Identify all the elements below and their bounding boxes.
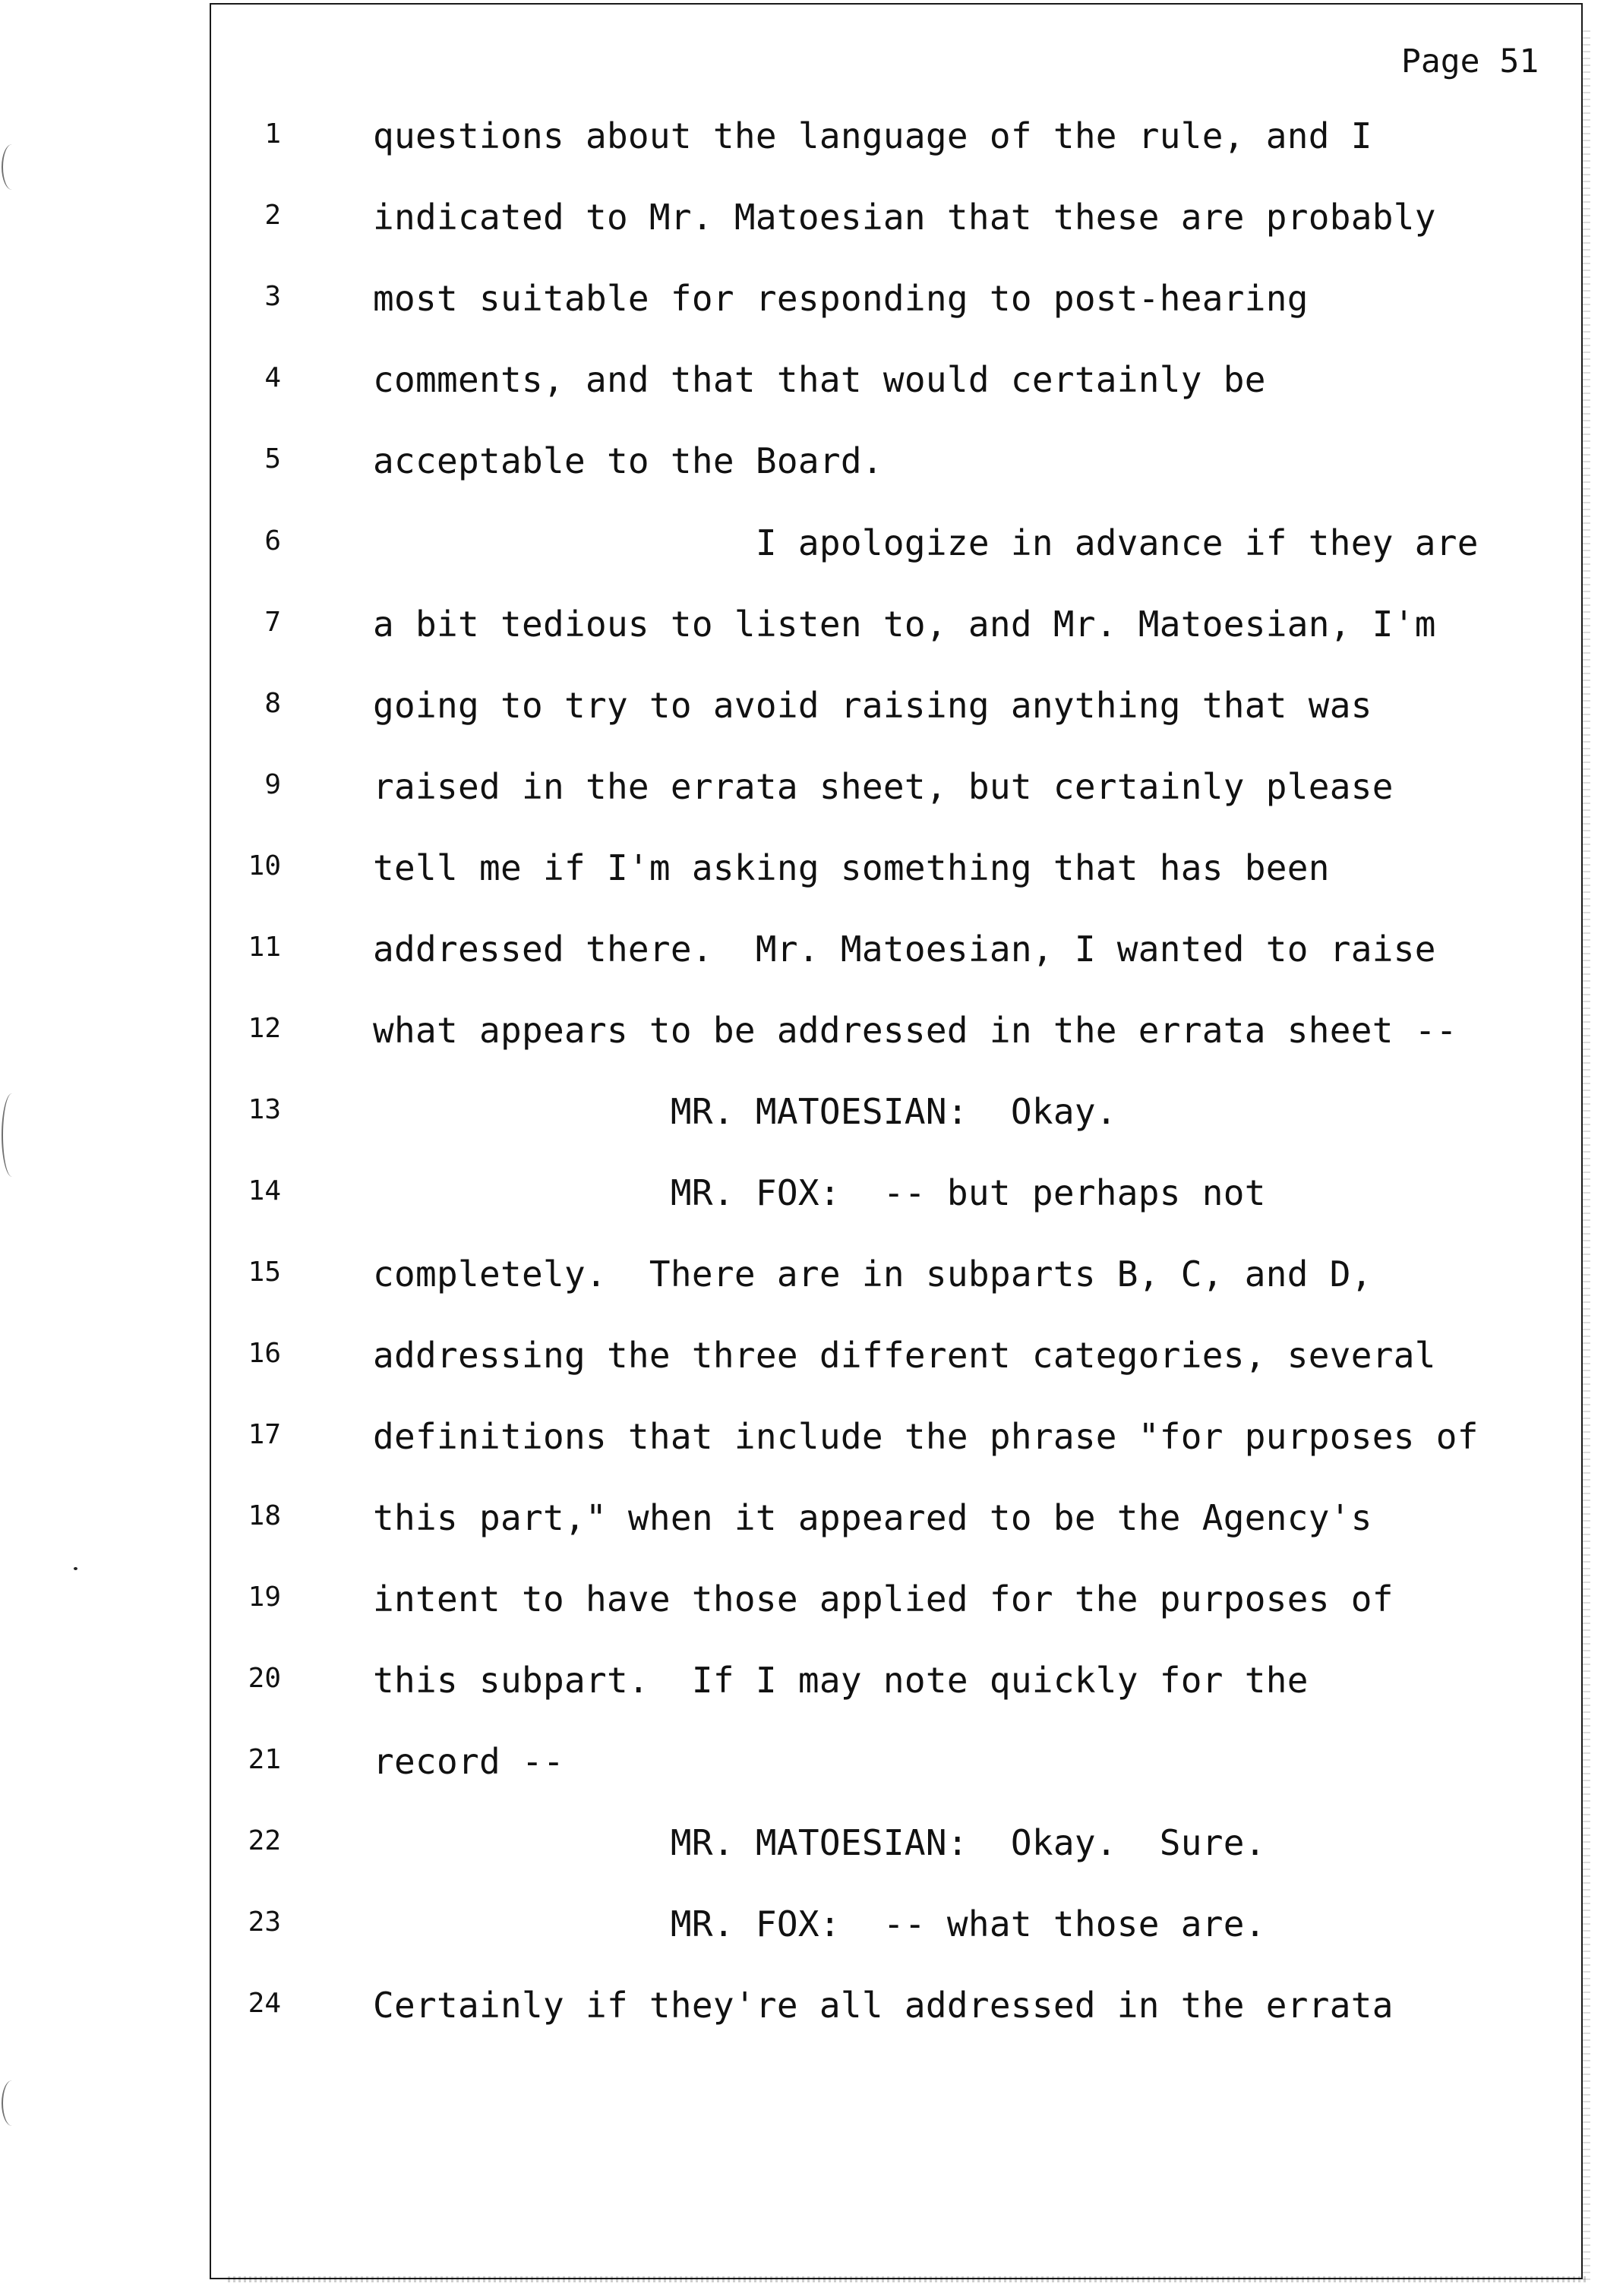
binder-hole-mark [2,1093,23,1177]
line-number: 7 [264,607,281,638]
line-number: 9 [264,769,281,800]
line-number: 14 [248,1175,281,1206]
line-number: 3 [264,281,281,312]
line-number: 24 [248,1988,281,2019]
transcript-line: most suitable for responding to post-hearing [373,278,1309,319]
line-number: 10 [248,850,281,882]
transcript-line: MR. FOX: -- but perhaps not [373,1172,1266,1213]
line-number: 5 [264,443,281,475]
binder-hole-mark [2,144,23,190]
line-number: 16 [248,1338,281,1369]
transcript-line: record -- [373,1741,564,1782]
line-number: 2 [264,200,281,231]
transcript-line: addressing the three different categories, several [373,1335,1436,1376]
scan-edge-bottom [228,2276,1587,2282]
line-number: 11 [248,932,281,963]
line-number: 18 [248,1500,281,1531]
line-number: 22 [248,1825,281,1856]
transcript-line: I apologize in advance if they are [373,522,1479,563]
line-number: 6 [264,525,281,557]
transcript-line: MR. MATOESIAN: Okay. Sure. [373,1822,1266,1863]
line-number: 19 [248,1582,281,1613]
line-number: 20 [248,1663,281,1694]
transcript-line: addressed there. Mr. Matoesian, I wanted to raise [373,929,1436,970]
transcript-line: definitions that include the phrase "for purposes of [373,1416,1479,1457]
scan-edge-right [1583,30,1590,2282]
transcript-line: this subpart. If I may note quickly for the [373,1660,1309,1701]
transcript-line: questions about the language of the rule, and I [373,115,1372,156]
scan-speck [74,1567,77,1570]
line-number: 15 [248,1257,281,1288]
transcript-line: MR. FOX: -- what those are. [373,1903,1266,1944]
line-number: 17 [248,1419,281,1450]
transcript-line: Certainly if they're all addressed in the errata [373,1985,1394,2026]
line-number: 21 [248,1744,281,1775]
transcript-line: completely. There are in subparts B, C, and D, [373,1254,1372,1295]
transcript-line: indicated to Mr. Matoesian that these are probably [373,197,1436,238]
page-number: Page 51 [1401,43,1539,80]
transcript-line: going to try to avoid raising anything that was [373,685,1372,726]
line-number: 12 [248,1013,281,1044]
transcript-line: acceptable to the Board. [373,440,883,481]
line-number: 1 [264,118,281,150]
line-number: 23 [248,1906,281,1938]
transcript-line: this part," when it appeared to be the Agency's [373,1497,1372,1538]
transcript-line: MR. MATOESIAN: Okay. [373,1091,1117,1132]
transcript-line: raised in the errata sheet, but certainly please [373,766,1394,807]
line-number: 13 [248,1094,281,1125]
transcript-line: tell me if I'm asking something that has been [373,847,1330,888]
binder-hole-mark [2,2080,23,2126]
transcript-line: what appears to be addressed in the errata sheet -- [373,1010,1457,1051]
transcript-line: a bit tedious to listen to, and Mr. Matoesian, I'm [373,604,1436,645]
line-number: 4 [264,362,281,393]
transcript-line: intent to have those applied for the purposes of [373,1578,1394,1620]
transcript-line: comments, and that that would certainly be [373,359,1266,400]
line-number: 8 [264,688,281,719]
